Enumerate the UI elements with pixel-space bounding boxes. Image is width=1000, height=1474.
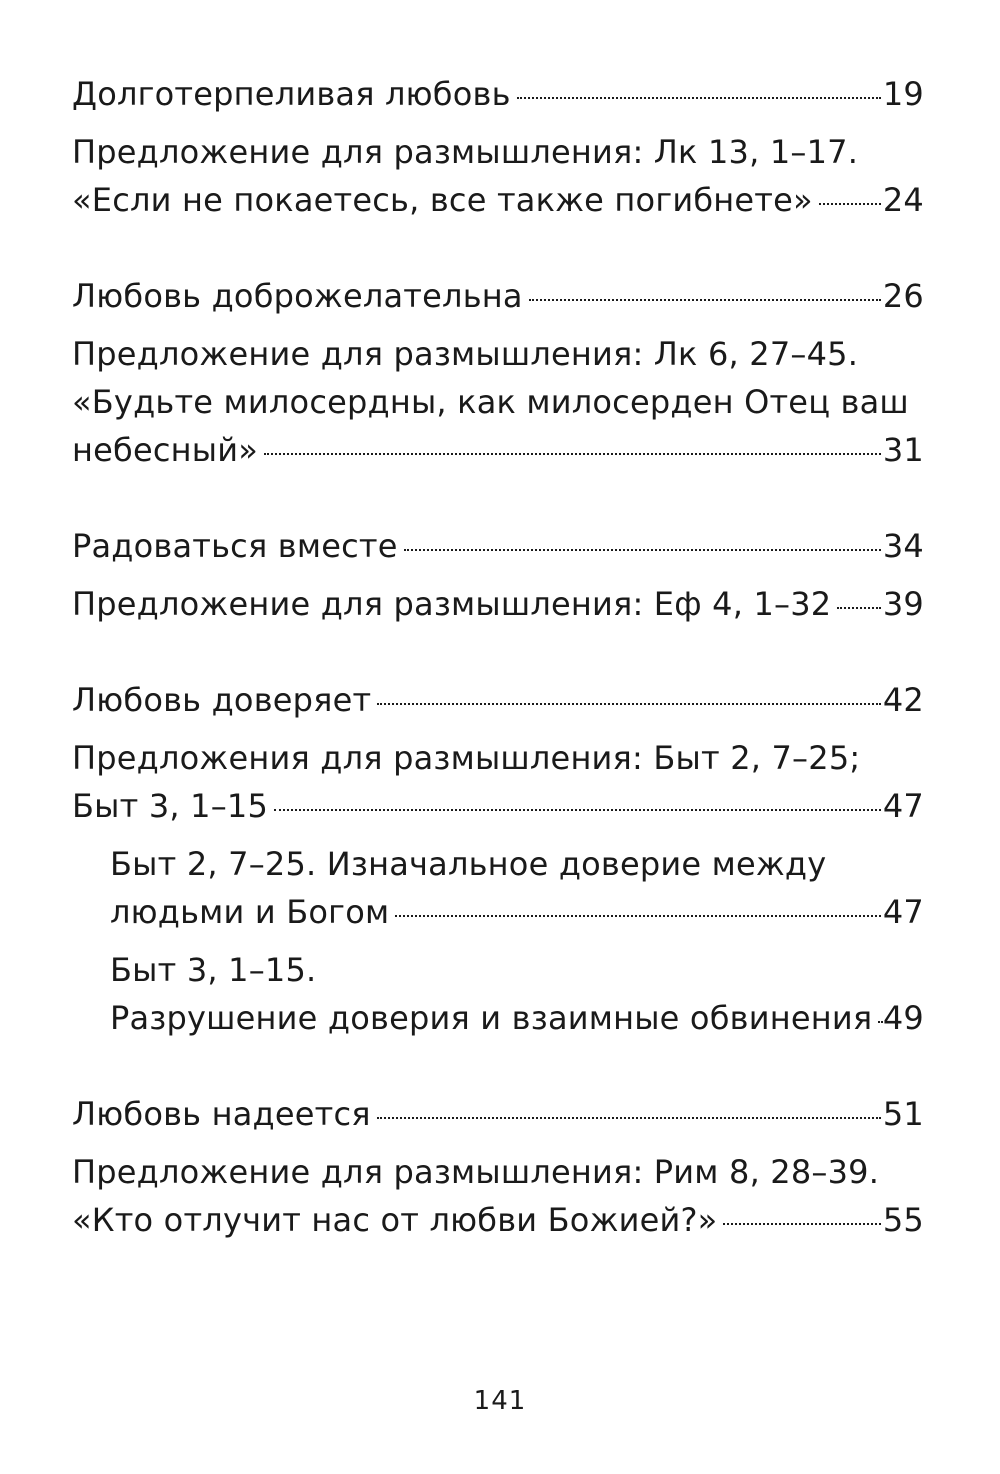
toc-subentry[interactable] <box>72 946 924 1042</box>
toc-entry[interactable] <box>72 70 924 118</box>
toc-entry[interactable] <box>72 128 924 224</box>
dot-leader <box>529 298 881 301</box>
toc-entry-title-line: Предложение для размышления: Лк 13, 1–17. <box>72 133 859 171</box>
toc-entry[interactable] <box>72 1148 924 1244</box>
dot-leader <box>377 702 881 705</box>
toc-entry[interactable] <box>72 676 924 724</box>
dot-leader <box>377 1116 881 1119</box>
toc-page-number: 55 <box>882 1201 924 1239</box>
toc-entry-title: Любовь надеется <box>72 1095 371 1133</box>
toc-entry-title-line: Предложение для размышления: Рим 8, 28–39. <box>72 1153 880 1191</box>
toc-subentry[interactable] <box>72 840 924 936</box>
toc-entry[interactable] <box>72 734 924 830</box>
dot-leader <box>878 1020 881 1023</box>
toc-page-number: 31 <box>882 431 924 469</box>
toc-entry-line <box>110 888 924 936</box>
toc-page-number: 42 <box>882 681 924 719</box>
toc-entry-line <box>110 994 924 1042</box>
toc-page-number: 26 <box>882 277 924 315</box>
toc-entry-title: Предложение для размышления: Еф 4, 1–32 <box>72 585 832 623</box>
toc-entry[interactable] <box>72 1090 924 1138</box>
dot-leader <box>274 808 881 811</box>
toc-page-number: 24 <box>882 181 924 219</box>
toc-entry[interactable] <box>72 272 924 320</box>
toc-entry-line <box>72 426 924 474</box>
toc-entry-line <box>72 782 924 830</box>
toc-entry-title: «Если не покаетесь, все также погибнете» <box>72 181 813 219</box>
dot-leader <box>264 452 881 455</box>
dot-leader <box>517 96 881 99</box>
toc-entry-line <box>72 176 924 224</box>
toc-entry-title: людьми и Богом <box>110 893 390 931</box>
dot-leader <box>404 548 881 551</box>
toc-page-number: 51 <box>882 1095 924 1133</box>
toc-entry-title: Разрушение доверия и взаимные обвинения <box>110 999 873 1037</box>
toc-entry-line <box>72 522 924 570</box>
toc-page-number: 39 <box>882 585 924 623</box>
dot-leader <box>723 1222 880 1225</box>
toc-entry-line <box>72 1196 924 1244</box>
toc-entry[interactable] <box>72 580 924 628</box>
dot-leader <box>819 202 881 205</box>
toc-entry-title: Быт 3, 1–15 <box>72 787 269 825</box>
toc-page-number: 19 <box>882 75 924 113</box>
toc-page-number: 47 <box>882 893 924 931</box>
toc-entry-line <box>72 676 924 724</box>
toc-entry-title-line: Предложения для размышления: Быт 2, 7–25; <box>72 739 861 777</box>
toc-entry-title: Любовь доброжелательна <box>72 277 523 315</box>
toc-entry-line <box>72 70 924 118</box>
toc-entry-line <box>72 272 924 320</box>
toc-page-number: 49 <box>882 999 924 1037</box>
toc-entry-line <box>72 1090 924 1138</box>
toc-entry-title: Радоваться вместе <box>72 527 398 565</box>
toc-entry-title-line: Предложение для размышления: Лк 6, 27–45. <box>72 335 859 373</box>
toc-entry-title: Любовь доверяет <box>72 681 372 719</box>
toc-entry-title-line: Быт 3, 1–15. <box>110 951 317 989</box>
toc-entry[interactable] <box>72 522 924 570</box>
toc-entry-title: небесный» <box>72 431 258 469</box>
dot-leader <box>395 914 881 917</box>
toc-entry-title-line: «Будьте милосердны, как милосерден Отец ваш <box>72 383 909 421</box>
toc-entry-title: «Кто отлучит нас от любви Божией?» <box>72 1201 718 1239</box>
toc-entry[interactable] <box>72 330 924 474</box>
page-number-footer: 141 <box>473 1386 527 1416</box>
dot-leader <box>837 606 881 609</box>
toc-entry-title-line: Быт 2, 7–25. Изначальное доверие между <box>110 845 827 883</box>
table-of-contents <box>72 70 924 1244</box>
toc-entry-line <box>72 580 924 628</box>
toc-entry-title: Долготерпеливая любовь <box>72 75 511 113</box>
toc-page-number: 34 <box>882 527 924 565</box>
toc-page-number: 47 <box>882 787 924 825</box>
